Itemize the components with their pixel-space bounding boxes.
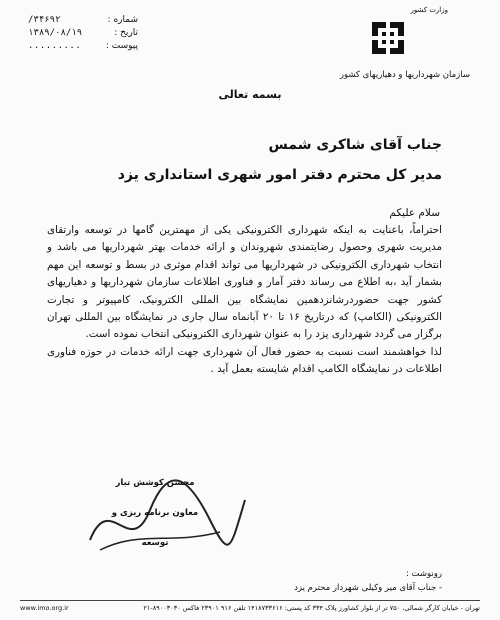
recipient-title: مدیر کل محترم دفتر امور شهری استانداری یزد xyxy=(117,167,442,183)
reference-block xyxy=(28,14,138,53)
date-label: تاریخ : xyxy=(114,28,138,38)
date-value: ۱۳۸۹/۰۸/۱۹ xyxy=(28,28,83,38)
date-row xyxy=(28,27,138,40)
attachment-label: پیوست : xyxy=(105,41,138,51)
number-row xyxy=(28,14,138,27)
recipient-block xyxy=(118,130,442,190)
cc-recipient: - جناب آقای میر وکیلی شهردار محترم یزد xyxy=(294,583,442,593)
number-value: ۳۴۶۹۲/ xyxy=(28,15,61,25)
attachment-row xyxy=(28,40,138,53)
footer-address: تهران - خیابان کارگر شمالی، ۷۵۰ تر از بلوار کشاورز پلاک ۳۳۴ کد پستی: ۱۴۱۸۷۳۳۶۱۶ تلفن ۹۱۶ ۲۳۹۰۱ فاکس ۸۹۰۰۳۰۳۰-۲۱ xyxy=(143,604,480,612)
ministry-text: وزارت کشور xyxy=(410,6,448,14)
emblem-icon xyxy=(368,18,408,58)
organization-name: سازمان شهرداریها و دهیاریهای کشور xyxy=(339,70,470,80)
body-paragraph-2: لذا خواهشمند است نسبت به حضور فعال آن شهرداری جهت ارائه خدمات در حوزه فناوری اطلاعات در نمایشگاه الکامپ اقدام شایسته بعمل آید . xyxy=(47,345,442,376)
cc-label: رونوشت : xyxy=(405,569,442,579)
letter-body xyxy=(47,222,442,379)
bismillah-heading: بسمه تعالی xyxy=(218,88,282,101)
carbon-copy xyxy=(294,567,442,595)
body-paragraph-1: احتراماً، باعنایت به اینکه شهرداری الکترونیکی یکی از مهمترین گامها در توسعه وارتقای مدیریت شهری وحصول رضایتمندی شهروندان و ارائه خدمات بهتر شهرداریها می باشد و انتخاب شهرداری الکترونیکی در شهرداریها می تواند اقدام موثری در بسط و توسعه این مهم بشمار آید ،به اطلاع می رساند دفتر آمار و فناوری اطلاعات سازمان شهرداریها و دهیاریهای کشور جهت حضوردرشانزدهمین نمایشگاه بین المللی الکترونیک، کامپیوتر و تجارت الکترونیکی (الکامپ) که درتاریخ ۱۶ تا ۲۰ آبانماه سال جاری در نمایشگاه بین المللی تهران برگزار می گردد شهرداری یزد را به عنوان شهرداری الکترونیکی انتخاب نموده است. xyxy=(47,224,443,341)
attachment-value: ......... xyxy=(28,41,82,51)
footer-website: www.imo.org.ir xyxy=(20,604,69,612)
signer-title: معاون برنامه ریزی و توسعه xyxy=(111,508,199,548)
organization-logo xyxy=(339,6,470,86)
signature-block xyxy=(100,468,210,558)
letter-footer xyxy=(20,600,480,612)
recipient-name: جناب آقای شاکری شمس xyxy=(268,137,442,153)
number-label: شماره : xyxy=(107,15,138,25)
greeting: سلام علیکم xyxy=(389,207,440,219)
signer-name: محسن کوشش تبار xyxy=(115,478,195,488)
